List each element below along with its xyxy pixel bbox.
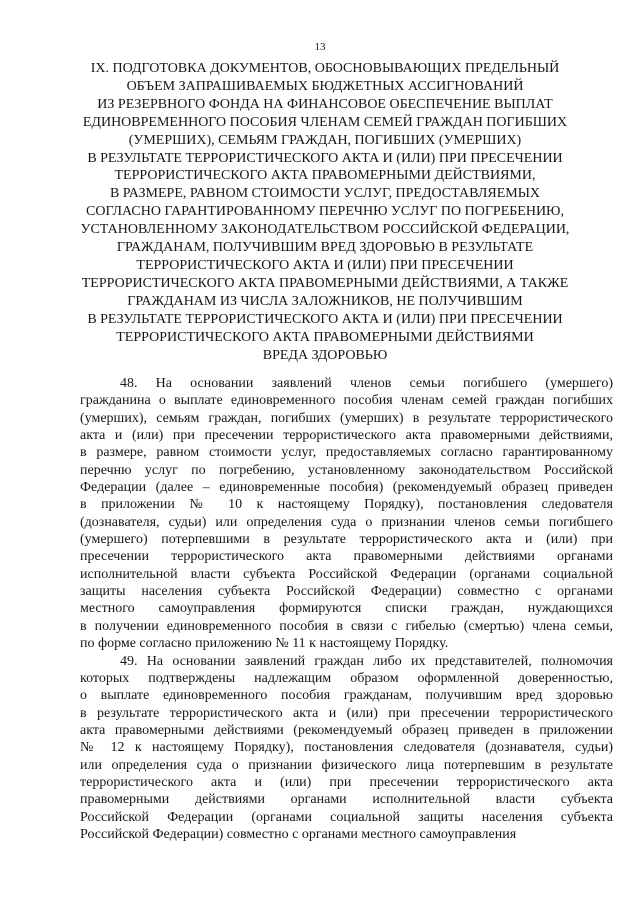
section-heading-line: СОГЛАСНО ГАРАНТИРОВАННОМУ ПЕРЕЧНЮ УСЛУГ ПО ПОГРЕБЕНИЮ, xyxy=(86,204,564,220)
paragraph-line: № 12 к настоящему Порядку), постановления следователя (дознавателя, судьи) xyxy=(80,740,613,756)
paragraph-line: правомерными действиями органами исполнительной власти субъекта xyxy=(80,792,613,808)
paragraph-line: перечню услуг по погребению, установленному законодательством Российской xyxy=(80,462,613,478)
paragraph-line: в результате террористического акта и (или) при пресечении террористического xyxy=(80,705,613,721)
paragraph-line: террористического акта и (или) при пресечении террористического акта xyxy=(80,774,613,790)
paragraph-line: в размере, равном стоимости услуг, предоставляемых согласно гарантированному xyxy=(80,445,613,461)
paragraph-line: защиты населения субъекта Российской Федерации) совместно с органами xyxy=(80,584,613,600)
paragraph-line: в получении единовременного пособия в связи с гибелью (смертью) члена семьи, xyxy=(80,618,613,634)
paragraph-line: Российской Федерации (органами социальной защиты населения субъекта xyxy=(80,809,613,825)
section-heading-line: В РЕЗУЛЬТАТЕ ТЕРРОРИСТИЧЕСКОГО АКТА И (ИЛИ) ПРИ ПРЕСЕЧЕНИИ xyxy=(87,311,563,327)
section-heading-line: В РЕЗУЛЬТАТЕ ТЕРРОРИСТИЧЕСКОГО АКТА И (ИЛИ) ПРИ ПРЕСЕЧЕНИИ xyxy=(87,150,563,166)
section-heading-line: ГРАЖДАНАМ ИЗ ЧИСЛА ЗАЛОЖНИКОВ, НЕ ПОЛУЧИВШИМ xyxy=(127,293,523,309)
paragraph-line: (дознавателя, судьи) или определения суда о признании членов семьи погибшего xyxy=(80,514,613,530)
section-heading-line: ТЕРРОРИСТИЧЕСКОГО АКТА ПРАВОМЕРНЫМИ ДЕЙСТВИЯМИ, xyxy=(114,168,536,184)
paragraph-line: акта правомерными действиями (рекомендуемый образец приведен в приложении xyxy=(80,722,613,738)
body-text xyxy=(80,375,613,843)
paragraph-line: (умерших), семьям граждан, погибших (умерших) в результате террористического xyxy=(80,410,613,426)
section-heading-line: УСТАНОВЛЕННОМУ ЗАКОНОДАТЕЛЬСТВОМ РОССИЙСКОЙ ФЕДЕРАЦИИ, xyxy=(80,222,570,238)
section-heading-line: IX. ПОДГОТОВКА ДОКУМЕНТОВ, ОБОСНОВЫВАЮЩИХ ПРЕДЕЛЬНЫЙ xyxy=(90,61,560,76)
paragraph-line: местного самоуправления формируются списки граждан, нуждающихся xyxy=(80,601,613,617)
section-heading-line: ТЕРРОРИСТИЧЕСКОГО АКТА ПРАВОМЕРНЫМИ ДЕЙСТВИЯМИ xyxy=(116,329,534,345)
paragraph-line: Российской Федерации) совместно с органами местного самоуправления xyxy=(80,826,517,842)
paragraph-line: гражданина о выплате единовременного пособия членам семей граждан погибших xyxy=(80,393,613,409)
paragraph-line: исполнительной власти субъекта Российской Федерации (органами социальной xyxy=(80,566,613,582)
paragraph-line: или определения суда о признании физического лица потерпевшим в результате xyxy=(80,757,613,773)
section-heading-line: ТЕРРОРИСТИЧЕСКОГО АКТА И (ИЛИ) ПРИ ПРЕСЕЧЕНИИ xyxy=(136,257,514,273)
paragraph-line: которых подтверждены надлежащим образом оформленной доверенностью, xyxy=(80,670,613,686)
paragraph xyxy=(80,653,613,844)
paragraph-line: пресечении террористического акта правомерными действиями органами xyxy=(80,549,613,565)
section-heading-line: ГРАЖДАНАМ, ПОЛУЧИВШИМ ВРЕД ЗДОРОВЬЮ В РЕЗУЛЬТАТЕ xyxy=(116,240,534,256)
paragraph-line: (умершего) потерпевшими в результате террористического акта и (или) при xyxy=(80,532,613,548)
paragraph-line: 49. На основании заявлений граждан либо их представителей, полномочия xyxy=(120,653,613,669)
paragraph xyxy=(80,375,613,653)
section-heading-line: ТЕРРОРИСТИЧЕСКОГО АКТА ПРАВОМЕРНЫМИ ДЕЙСТВИЯМИ, А ТАКЖЕ xyxy=(81,275,569,291)
paragraph-line: по форме согласно приложению № 11 к настоящему Порядку. xyxy=(80,636,449,652)
paragraph-line: Федерации (далее – единовременные пособия) (рекомендуемый образец приведен xyxy=(80,480,613,496)
section-heading-line: ВРЕДА ЗДОРОВЬЮ xyxy=(262,347,388,363)
paragraph-line: о выплате единовременного пособия гражданам, получившим вред здоровью xyxy=(80,688,613,704)
section-heading-line: ИЗ РЕЗЕРВНОГО ФОНДА НА ФИНАНСОВОЕ ОБЕСПЕЧЕНИЕ ВЫПЛАТ xyxy=(97,96,553,112)
section-heading-line: (УМЕРШИХ), СЕМЬЯМ ГРАЖДАН, ПОГИБШИХ (УМЕРШИХ) xyxy=(128,132,522,148)
page-number: 13 xyxy=(314,41,326,53)
section-heading-line: ЕДИНОВРЕМЕННОГО ПОСОБИЯ ЧЛЕНАМ СЕМЕЙ ГРАЖДАН ПОГИБШИХ xyxy=(82,114,568,130)
paragraph-line: акта и (или) при пресечении террористического акта правомерными действиями, xyxy=(80,428,613,444)
section-heading xyxy=(80,60,570,364)
section-heading-line: ОБЪЕМ ЗАПРАШИВАЕМЫХ БЮДЖЕТНЫХ АССИГНОВАНИЙ xyxy=(126,78,524,94)
section-heading-line: В РАЗМЕРЕ, РАВНОМ СТОИМОСТИ УСЛУГ, ПРЕДОСТАВЛЯЕМЫХ xyxy=(109,186,541,202)
paragraph-line: в приложении № 10 к настоящему Порядку), постановления следователя xyxy=(80,497,613,513)
paragraph-line: 48. На основании заявлений членов семьи погибшего (умершего) xyxy=(120,376,613,391)
